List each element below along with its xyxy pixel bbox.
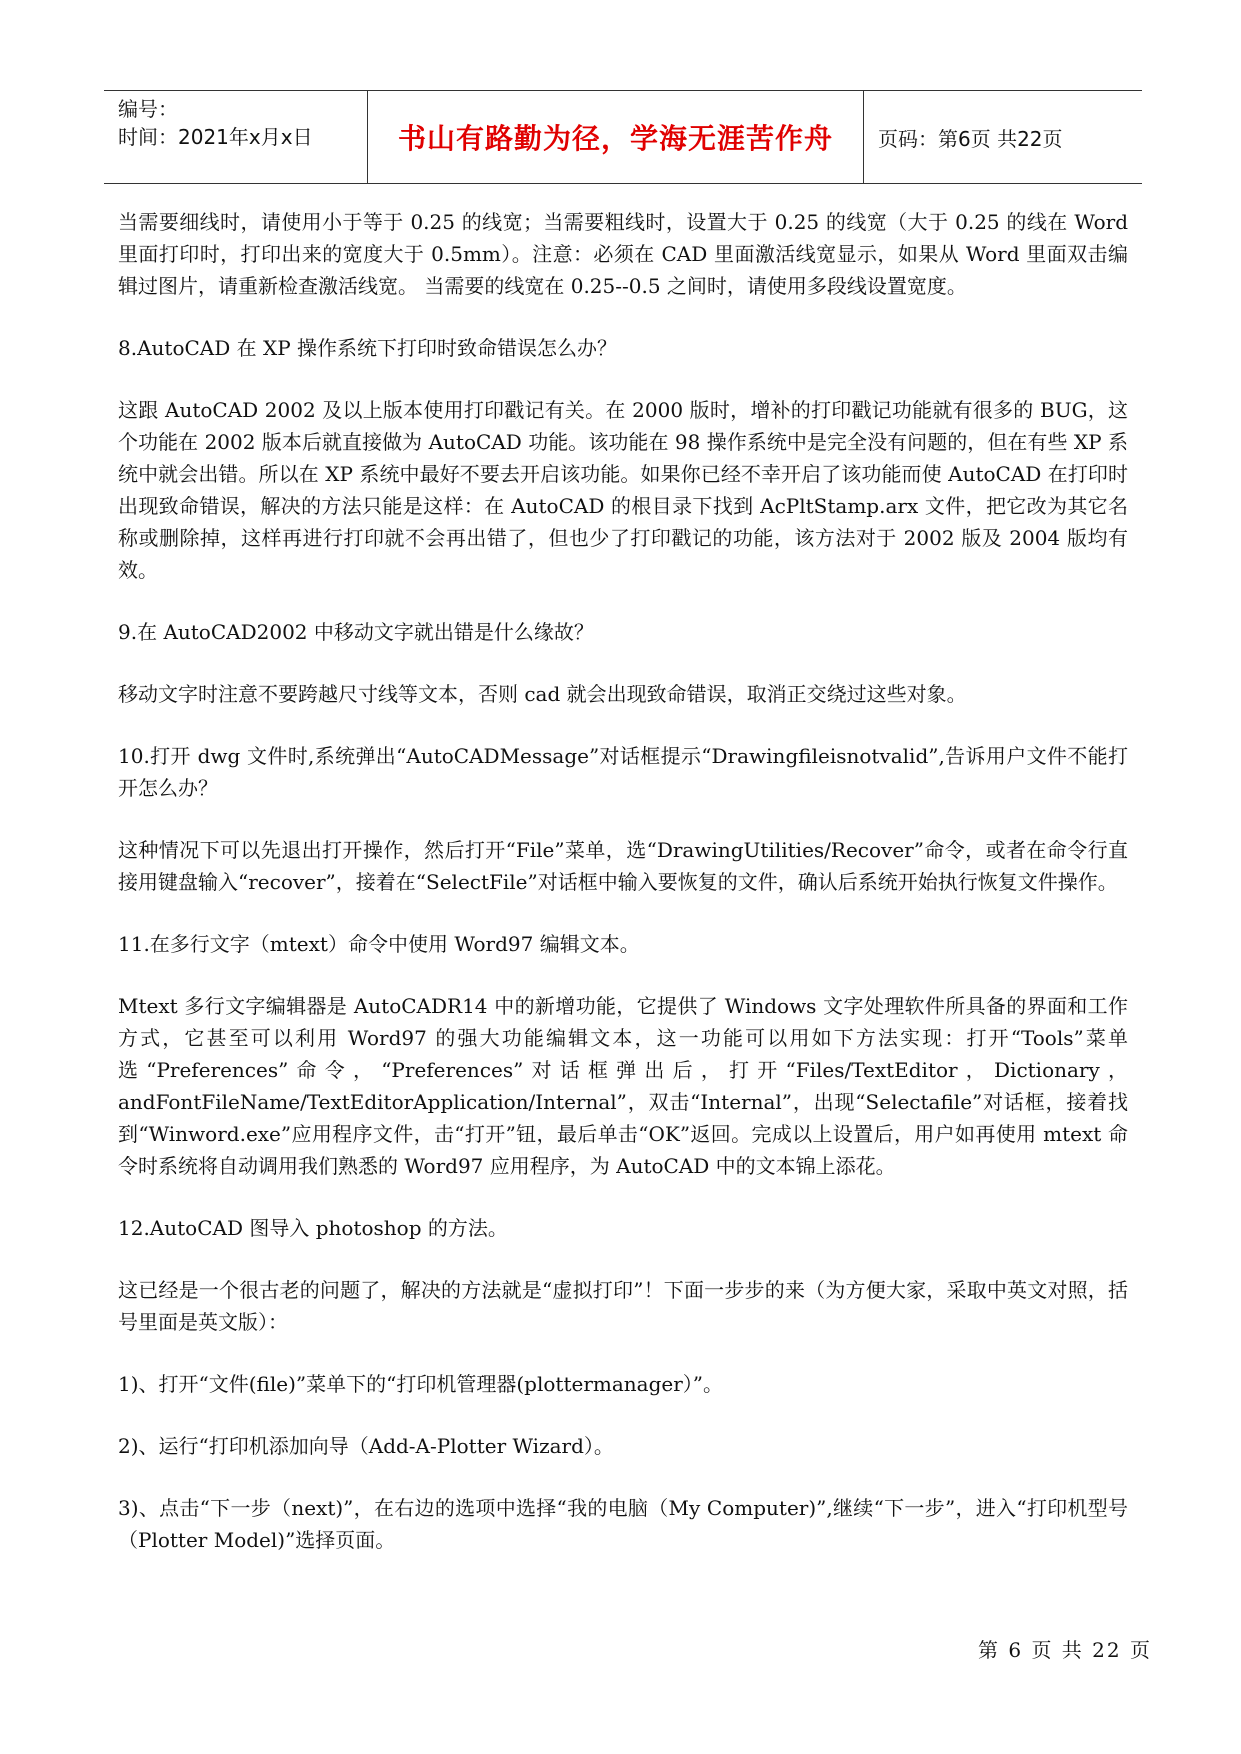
question-9: 9.在 AutoCAD2002 中移动文字就出错是什么缘故？ (118, 620, 594, 644)
paragraph-linewidth: 当需要细线时，请使用小于等于 0.25 的线宽；当需要粗线时，设置大于 0.25 的线宽（大于 0.25 的线在 Word 里面打印时，打印出来的宽度大于 0.5mm）。注意：必须在 CAD 里面激活线宽显示，如果从 Word 里面双击编辑过图片，请重新检查激活线宽。 当需要的线宽在 0.25--0.5 之间时，请使用多段线设置宽度。 (118, 210, 1128, 298)
answer-8: 这跟 AutoCAD 2002 及以上版本使用打印戳记有关。在 2000 版时，增补的打印戳记功能就有很多的 BUG，这个功能在 2002 版本后就直接做为 AutoCAD 功能。该功能在 98 操作系统中是完全没有问题的，但在有些 XP 系统中就会出错。所以在 XP 系统中最好不要去开启该功能。如果你已经不幸开启了该功能而使 AutoCAD 在打印时出现致命错误，解决的方法只能是这样：在 AutoCAD 的根目录下找到 AcPltStamp.arx 文件，把它改为其它名称或删除掉，这样再进行打印就不会再出错了，但也少了打印戳记的功能，该方法对于 2002 版及 2004 版均有效。 (118, 398, 1128, 582)
question-8: 8.AutoCAD 在 XP 操作系统下打印时致命错误怎么办？ (118, 336, 618, 360)
header-meta (104, 91, 368, 183)
number-label: 编号： (118, 97, 178, 121)
question-10: 10.打开 dwg 文件时,系统弹出“AutoCADMessage”对话框提示“Drawingfileisnotvalid”,告诉用户文件不能打开怎么办？ (118, 744, 1128, 800)
step-2: 2)、运行“打印机添加向导（Add-A-Plotter Wizard）。 (118, 1434, 614, 1458)
answer-9: 移动文字时注意不要跨越尺寸线等文本，否则 cad 就会出现致命错误，取消正交绕过这些对象。 (118, 682, 967, 706)
step-3: 3)、点击“下一步（next)”，在右边的选项中选择“我的电脑（My Computer)”,继续“下一步”，进入“打印机型号（Plotter Model)”选择页面。 (118, 1496, 1128, 1552)
header-page-label: 页码：第6页 共22页 (878, 126, 1063, 151)
answer-12: 这已经是一个很古老的问题了，解决的方法就是“虚拟打印”！下面一步步的来（为方便大家，采取中英文对照，括号里面是英文版）： (118, 1278, 1128, 1334)
step-1: 1)、打开“文件(file)”菜单下的“打印机管理器(plottermanager）”。 (118, 1372, 724, 1396)
time-label: 时间：2021年x月x日 (118, 125, 313, 149)
document-body (118, 206, 1128, 1556)
question-11: 11.在多行文字（mtext）命令中使用 Word97 编辑文本。 (118, 932, 640, 956)
answer-11: Mtext 多行文字编辑器是 AutoCADR14 中的新增功能，它提供了 Windows 文字处理软件所具备的界面和工作方式，它甚至可以利用 Word97 的强大功能编辑文本，这一功能可以用如下方法实现：打开“Tools”菜单选“Preferences”命令，“Preferences”对话框弹出后，打开“Files/TextEditor，Dictionary，andFontFileName/TextEditorApplication/Internal”，双击“Internal”，出现“Selectafile”对话框，接着找到“Winword.exe”应用程序文件，击“打开”钮，最后单击“OK”返回。完成以上设置后，用户如再使用 mtext 命令时系统将自动调用我们熟悉的 Word97 应用程序，为 AutoCAD 中的文本锦上添花。 (118, 994, 1128, 1178)
header-motto: 书山有路勤为径，学海无涯苦作舟 (368, 91, 864, 183)
page-footer: 第 6 页 共 22 页 (978, 1638, 1152, 1662)
answer-10: 这种情况下可以先退出打开操作，然后打开“File”菜单，选“DrawingUtilities/Recover”命令，或者在命令行直接用键盘输入“recover”，接着在“SelectFile”对话框中输入要恢复的文件，确认后系统开始执行恢复文件操作。 (118, 838, 1128, 894)
question-12: 12.AutoCAD 图导入 photoshop 的方法。 (118, 1216, 508, 1240)
page-header (104, 90, 1142, 184)
